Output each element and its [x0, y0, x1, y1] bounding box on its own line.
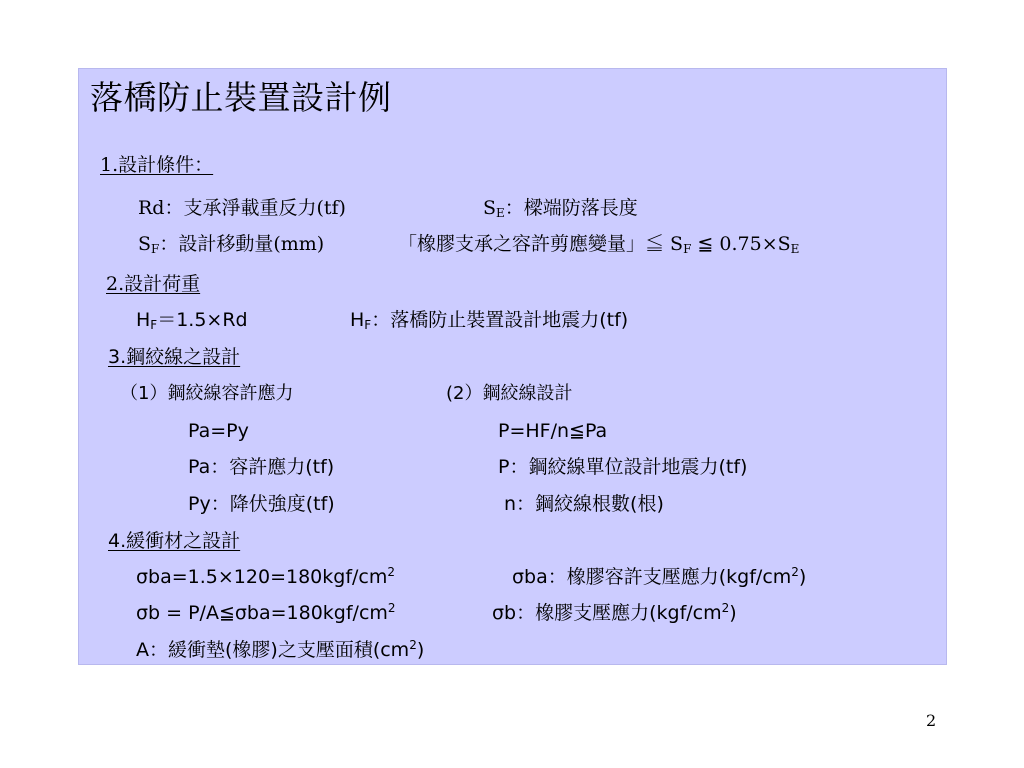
rd-term: Rd: [138, 197, 165, 219]
hf-subscript: F: [150, 318, 158, 332]
area-def-end: ): [416, 639, 425, 661]
p-condition: P=HF/n≦Pa: [498, 420, 608, 442]
p-definition: P：鋼絞線單位設計地震力(tf): [498, 456, 748, 478]
sigma-b-def-exp: 2: [721, 601, 730, 615]
hf-formula-rest: ＝1.5×Rd: [157, 309, 248, 331]
sf-symbol: S: [138, 233, 152, 255]
hf-definition: [350, 310, 628, 331]
rd-description: ：支承淨載重反力(tf): [164, 197, 346, 219]
page-number: 2: [926, 711, 937, 730]
section-4-heading: 4.緩衝材之設計: [108, 530, 241, 552]
slide-title: 落橋防止裝置設計例: [90, 78, 392, 117]
sigma-ba-formula-exp: 2: [387, 565, 396, 579]
sigma-b-def-end: ): [729, 602, 737, 624]
section-3-heading: 3.鋼絞線之設計: [108, 346, 241, 368]
section-2-heading: 2.設計荷重: [106, 273, 201, 295]
area-definition: [136, 640, 424, 661]
sigma-ba-def-text: σba：橡膠容許支壓應力(kgf/cm: [512, 566, 792, 588]
sf-condition-mid: ≦ 0.75×S: [691, 233, 791, 255]
py-definition: Py：降伏強度(tf): [188, 493, 335, 515]
rd-definition: [138, 198, 346, 219]
hf-def-symbol: H: [350, 309, 365, 331]
sigma-ba-def-end: ): [798, 566, 807, 588]
strand-allowable-stress-heading: （1）鋼絞線容許應力: [120, 383, 294, 404]
hf-def-subscript: F: [364, 318, 372, 332]
sigma-b-formula-exp: 2: [387, 601, 396, 615]
sigma-ba-def-exp: 2: [791, 565, 799, 579]
n-definition: n：鋼絞線根數(根): [504, 493, 664, 515]
hf-symbol: H: [136, 309, 151, 331]
sf-definition: [138, 234, 324, 255]
hf-def-description: ：落橋防止裝置設計地震力(tf): [371, 309, 629, 331]
sigma-b-formula: [136, 603, 396, 624]
se-definition: [483, 198, 638, 219]
sigma-ba-definition: [512, 567, 806, 588]
se-description: ：樑端防落長度: [504, 197, 638, 219]
sf-description: ：設計移動量(mm): [159, 233, 325, 255]
se-symbol: S: [483, 197, 497, 219]
sigma-b-formula-text: σb = P/A≦σba=180kgf/cm: [136, 602, 388, 624]
sigma-ba-formula: [136, 567, 395, 588]
pa-equals-py: Pa=Py: [188, 420, 249, 442]
pa-definition: Pa：容許應力(tf): [188, 456, 335, 478]
sf-condition-sub-f: F: [683, 242, 692, 256]
sigma-b-definition: [492, 603, 737, 624]
sf-condition-sub-e: E: [790, 242, 800, 256]
sf-subscript: F: [151, 242, 160, 256]
hf-formula: [136, 310, 248, 331]
sf-condition: [398, 234, 799, 255]
area-def-text: A：緩衝墊(橡膠)之支壓面積(cm: [136, 639, 410, 661]
sf-condition-start: 「橡膠支承之容許剪應變量」≦ S: [398, 233, 684, 255]
strand-design-heading: (2）鋼絞線設計: [446, 383, 573, 404]
sigma-ba-formula-text: σba=1.5×120=180kgf/cm: [136, 566, 388, 588]
se-subscript: E: [496, 206, 505, 220]
sigma-b-def-text: σb：橡膠支壓應力(kgf/cm: [492, 602, 722, 624]
section-1-heading: 1.設計條件：: [100, 154, 214, 176]
area-def-exp: 2: [409, 638, 417, 652]
